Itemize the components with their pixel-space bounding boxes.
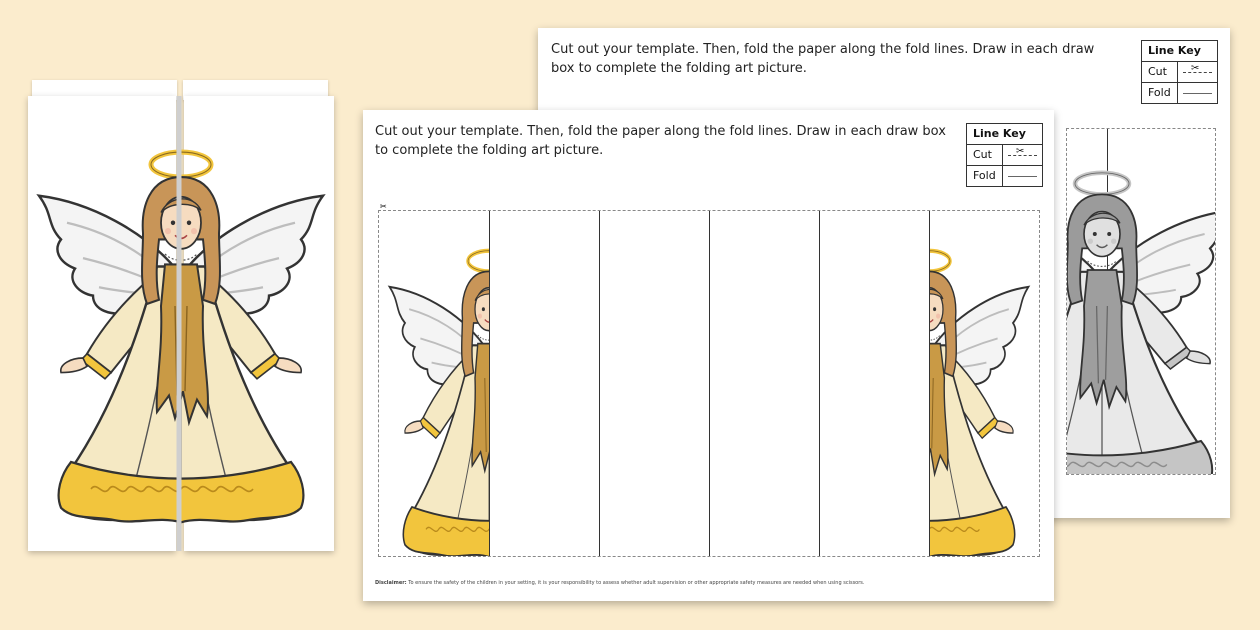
scissors-icon: ✂ (380, 202, 387, 211)
line-key-cut-row (1142, 62, 1217, 83)
angel-outline-illustration (1067, 129, 1215, 474)
line-key-title: Line Key (1142, 41, 1217, 62)
cut-frame (1066, 128, 1216, 475)
instructions-text: Cut out your template. Then, fold the paper along the fold lines. Draw in each draw box to complete the folding art picture. (551, 42, 1095, 76)
fold-line-3 (709, 211, 710, 556)
angel-illustration (28, 80, 334, 553)
line-key-fold-label: Fold (1142, 83, 1178, 103)
disclaimer-label: Disclaimer: (375, 580, 407, 586)
fold-line-5 (929, 211, 930, 556)
line-key-cut-label: Cut (1142, 62, 1178, 82)
cut-line-sample (1003, 145, 1042, 165)
fold-line-1 (489, 211, 490, 556)
line-key-fold-row (1142, 83, 1217, 103)
disclaimer-body: To ensure the safety of the children in your setting, it is your responsibility to assess whether adult supervision or other appropriate safety measures are needed when using scissors. (408, 580, 865, 586)
fold-line-sample (1003, 166, 1042, 186)
disclaimer-text (375, 580, 865, 586)
scissors-icon: ✂ (1191, 63, 1200, 74)
line-key-cut-row (967, 145, 1042, 166)
cut-frame (378, 202, 1040, 557)
worksheet-front (363, 110, 1054, 601)
line-key-table (966, 123, 1043, 187)
line-key-fold-label: Fold (967, 166, 1003, 186)
instructions-text: Cut out your template. Then, fold the paper along the fold lines. Draw in each draw box to complete the folding art picture. (375, 124, 946, 158)
line-key-title: Line Key (967, 124, 1042, 145)
scissors-icon: ✂ (1016, 146, 1025, 157)
line-key-table (1141, 40, 1218, 104)
line-key-cut-label: Cut (967, 145, 1003, 165)
fold-line-sample (1178, 83, 1217, 103)
line-key-fold-row (967, 166, 1042, 186)
cut-line-sample (1178, 62, 1217, 82)
fold-line-4 (819, 211, 820, 556)
fold-line-2 (599, 211, 600, 556)
folded-angel-craft (28, 80, 334, 553)
